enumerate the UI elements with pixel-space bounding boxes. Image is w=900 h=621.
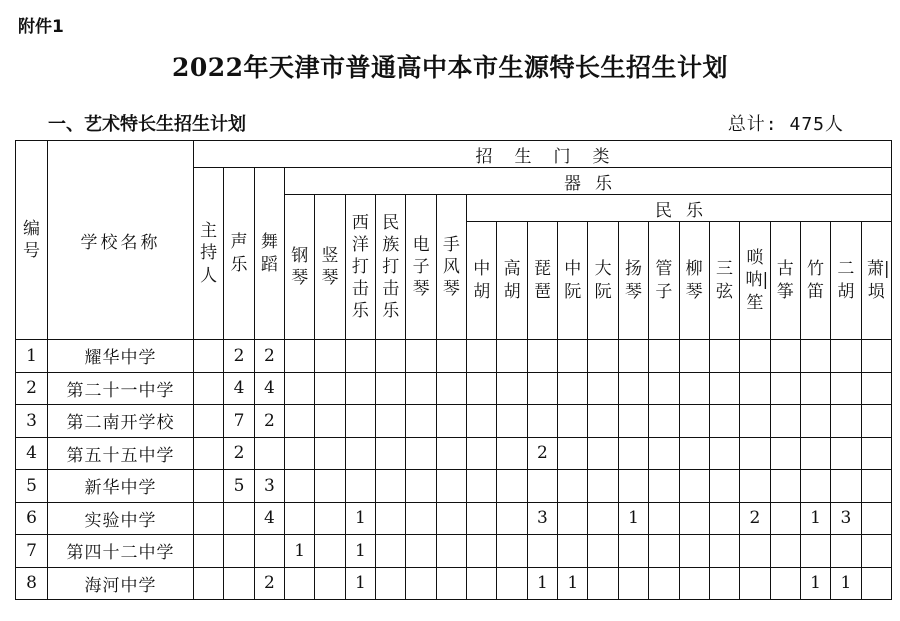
- quota-cell: [376, 535, 406, 568]
- quota-cell: [194, 502, 224, 535]
- header-category: 声乐: [224, 168, 254, 340]
- quota-cell: [497, 470, 527, 503]
- quota-cell: [315, 437, 345, 470]
- quota-cell: [497, 405, 527, 438]
- quota-cell: [194, 437, 224, 470]
- quota-cell: [618, 437, 648, 470]
- quota-cell: [254, 437, 284, 470]
- quota-cell: [800, 405, 830, 438]
- row-number: 6: [16, 502, 48, 535]
- quota-cell: [861, 535, 891, 568]
- quota-cell: [527, 535, 557, 568]
- quota-cell: [588, 437, 618, 470]
- quota-cell: 1: [345, 567, 375, 600]
- quota-cell: [406, 567, 436, 600]
- quota-cell: [861, 567, 891, 600]
- table-row: [16, 470, 892, 503]
- row-number: 8: [16, 567, 48, 600]
- header-category: 三弦: [709, 222, 739, 340]
- quota-cell: [679, 470, 709, 503]
- quota-cell: [588, 340, 618, 373]
- quota-cell: [406, 535, 436, 568]
- attachment-label: 附件1: [18, 17, 64, 37]
- quota-cell: [649, 567, 679, 600]
- quota-cell: 1: [618, 502, 648, 535]
- quota-cell: [679, 405, 709, 438]
- header-category: 中阮: [558, 222, 588, 340]
- quota-cell: 4: [224, 372, 254, 405]
- header-category: 萧|埙: [861, 222, 891, 340]
- quota-cell: 1: [558, 567, 588, 600]
- table-row: [16, 567, 892, 600]
- quota-cell: 2: [254, 340, 284, 373]
- quota-cell: 3: [254, 470, 284, 503]
- quota-cell: [527, 372, 557, 405]
- page-title: 2022年天津市普通高中本市生源特长生招生计划: [171, 53, 729, 82]
- quota-cell: [406, 372, 436, 405]
- quota-cell: [709, 405, 739, 438]
- header-school-name: 学校名称: [48, 141, 194, 340]
- quota-cell: [406, 437, 436, 470]
- quota-cell: [467, 567, 497, 600]
- quota-cell: [497, 437, 527, 470]
- quota-cell: [588, 470, 618, 503]
- quota-cell: [254, 535, 284, 568]
- school-name: 第二南开学校: [48, 405, 194, 438]
- quota-cell: [740, 535, 770, 568]
- quota-cell: [558, 470, 588, 503]
- quota-cell: [527, 405, 557, 438]
- quota-cell: [224, 535, 254, 568]
- quota-cell: [588, 405, 618, 438]
- quota-cell: 2: [224, 437, 254, 470]
- header-category: 钢琴: [285, 195, 315, 340]
- quota-cell: [679, 340, 709, 373]
- quota-cell: 1: [345, 535, 375, 568]
- header-admission-category: 招生门类: [194, 141, 892, 168]
- quota-cell: [376, 405, 406, 438]
- quota-cell: [467, 535, 497, 568]
- quota-cell: [345, 405, 375, 438]
- quota-cell: [376, 340, 406, 373]
- quota-cell: [861, 470, 891, 503]
- quota-cell: [831, 535, 861, 568]
- header-category: 管子: [649, 222, 679, 340]
- table-row: [16, 405, 892, 438]
- quota-cell: [861, 340, 891, 373]
- quota-cell: [770, 372, 800, 405]
- school-name: 第四十二中学: [48, 535, 194, 568]
- quota-cell: [436, 340, 466, 373]
- quota-cell: [194, 535, 224, 568]
- quota-cell: [618, 340, 648, 373]
- quota-cell: [861, 405, 891, 438]
- quota-cell: [497, 372, 527, 405]
- quota-cell: [831, 405, 861, 438]
- quota-cell: [497, 502, 527, 535]
- quota-cell: [345, 470, 375, 503]
- quota-cell: [709, 437, 739, 470]
- header-category: 唢呐|笙: [740, 222, 770, 340]
- quota-cell: [376, 502, 406, 535]
- table-row: [16, 372, 892, 405]
- table-row: [16, 340, 892, 373]
- school-name: 第二十一中学: [48, 372, 194, 405]
- quota-cell: [376, 567, 406, 600]
- quota-cell: [315, 405, 345, 438]
- quota-cell: [285, 405, 315, 438]
- section-heading: 一、艺术特长生招生计划: [48, 114, 246, 135]
- quota-cell: [831, 340, 861, 373]
- quota-cell: [194, 405, 224, 438]
- quota-cell: [345, 372, 375, 405]
- quota-cell: 3: [527, 502, 557, 535]
- quota-cell: 2: [254, 567, 284, 600]
- quota-cell: [588, 372, 618, 405]
- quota-cell: [436, 405, 466, 438]
- quota-cell: [376, 437, 406, 470]
- quota-cell: [709, 567, 739, 600]
- header-category: 舞蹈: [254, 168, 284, 340]
- quota-cell: [497, 567, 527, 600]
- quota-cell: [558, 437, 588, 470]
- quota-cell: 2: [740, 502, 770, 535]
- quota-cell: [194, 372, 224, 405]
- quota-cell: [588, 567, 618, 600]
- row-number: 1: [16, 340, 48, 373]
- quota-cell: 1: [285, 535, 315, 568]
- quota-cell: [467, 405, 497, 438]
- school-name: 第五十五中学: [48, 437, 194, 470]
- quota-cell: [800, 470, 830, 503]
- quota-cell: [194, 470, 224, 503]
- quota-cell: [285, 372, 315, 405]
- quota-cell: [436, 470, 466, 503]
- quota-cell: 2: [224, 340, 254, 373]
- quota-cell: [315, 372, 345, 405]
- quota-cell: [649, 372, 679, 405]
- quota-cell: [285, 567, 315, 600]
- quota-cell: 2: [527, 437, 557, 470]
- quota-cell: [376, 372, 406, 405]
- quota-cell: [467, 340, 497, 373]
- quota-cell: 1: [527, 567, 557, 600]
- quota-cell: [406, 405, 436, 438]
- quota-cell: [649, 535, 679, 568]
- quota-cell: [740, 470, 770, 503]
- quota-cell: [345, 340, 375, 373]
- quota-cell: [406, 470, 436, 503]
- table-row: [16, 437, 892, 470]
- quota-cell: [588, 535, 618, 568]
- quota-cell: [800, 437, 830, 470]
- quota-cell: [558, 535, 588, 568]
- quota-cell: [709, 535, 739, 568]
- quota-cell: [770, 502, 800, 535]
- quota-cell: [831, 372, 861, 405]
- quota-cell: [800, 340, 830, 373]
- quota-cell: [436, 535, 466, 568]
- quota-cell: [558, 405, 588, 438]
- quota-cell: 1: [800, 502, 830, 535]
- quota-cell: [194, 567, 224, 600]
- quota-cell: [315, 502, 345, 535]
- quota-cell: 7: [224, 405, 254, 438]
- header-category: 二胡: [831, 222, 861, 340]
- quota-cell: [558, 372, 588, 405]
- header-category: 大阮: [588, 222, 618, 340]
- school-name: 海河中学: [48, 567, 194, 600]
- header-category: 民族打击乐: [376, 195, 406, 340]
- row-number: 3: [16, 405, 48, 438]
- quota-cell: [770, 470, 800, 503]
- quota-cell: [800, 372, 830, 405]
- header-category: 手风琴: [436, 195, 466, 340]
- quota-cell: [224, 502, 254, 535]
- quota-cell: 1: [345, 502, 375, 535]
- school-name: 耀华中学: [48, 340, 194, 373]
- table-row: [16, 535, 892, 568]
- quota-cell: [436, 567, 466, 600]
- quota-cell: [618, 372, 648, 405]
- quota-cell: 1: [800, 567, 830, 600]
- quota-cell: [770, 340, 800, 373]
- total-count: 总计: 475人: [727, 114, 844, 135]
- quota-cell: [800, 535, 830, 568]
- quota-cell: [679, 372, 709, 405]
- quota-cell: [679, 437, 709, 470]
- header-category: 竹笛: [800, 222, 830, 340]
- header-category: 竖琴: [315, 195, 345, 340]
- quota-cell: [831, 470, 861, 503]
- quota-cell: [649, 470, 679, 503]
- quota-cell: [436, 372, 466, 405]
- quota-cell: [285, 340, 315, 373]
- quota-cell: [315, 340, 345, 373]
- quota-cell: [285, 502, 315, 535]
- quota-cell: [618, 567, 648, 600]
- quota-cell: [194, 340, 224, 373]
- quota-cell: [679, 567, 709, 600]
- quota-cell: [406, 502, 436, 535]
- quota-cell: 4: [254, 502, 284, 535]
- row-number: 4: [16, 437, 48, 470]
- quota-cell: [770, 405, 800, 438]
- quota-cell: 4: [254, 372, 284, 405]
- quota-cell: [649, 437, 679, 470]
- header-category: 电子琴: [406, 195, 436, 340]
- quota-cell: [740, 405, 770, 438]
- school-name: 实验中学: [48, 502, 194, 535]
- header-category: 中胡: [467, 222, 497, 340]
- quota-cell: [285, 470, 315, 503]
- header-category: 琵琶: [527, 222, 557, 340]
- quota-cell: [649, 405, 679, 438]
- quota-cell: [315, 567, 345, 600]
- quota-cell: 1: [831, 567, 861, 600]
- admission-plan-table: [15, 140, 892, 600]
- quota-cell: [770, 437, 800, 470]
- school-name: 新华中学: [48, 470, 194, 503]
- quota-cell: [436, 502, 466, 535]
- quota-cell: [527, 340, 557, 373]
- quota-cell: [467, 372, 497, 405]
- quota-cell: [285, 437, 315, 470]
- quota-cell: [406, 340, 436, 373]
- quota-cell: [467, 502, 497, 535]
- quota-cell: [649, 340, 679, 373]
- quota-cell: [315, 535, 345, 568]
- quota-cell: [497, 535, 527, 568]
- quota-cell: [467, 470, 497, 503]
- row-number: 7: [16, 535, 48, 568]
- header-category: 古筝: [770, 222, 800, 340]
- quota-cell: [497, 340, 527, 373]
- quota-cell: [770, 535, 800, 568]
- quota-cell: 2: [254, 405, 284, 438]
- quota-cell: 5: [224, 470, 254, 503]
- quota-cell: [770, 567, 800, 600]
- quota-cell: [618, 470, 648, 503]
- quota-cell: [679, 502, 709, 535]
- quota-cell: [558, 502, 588, 535]
- quota-cell: [679, 535, 709, 568]
- header-category: 西洋打击乐: [345, 195, 375, 340]
- quota-cell: [740, 372, 770, 405]
- quota-cell: [649, 502, 679, 535]
- header-number: 编号: [16, 141, 48, 340]
- header-category: 柳琴: [679, 222, 709, 340]
- row-number: 5: [16, 470, 48, 503]
- quota-cell: [709, 372, 739, 405]
- quota-cell: [709, 502, 739, 535]
- quota-cell: [588, 502, 618, 535]
- quota-cell: [831, 437, 861, 470]
- quota-cell: [861, 372, 891, 405]
- quota-cell: [709, 470, 739, 503]
- header-category: 高胡: [497, 222, 527, 340]
- header-row-admission: [16, 141, 892, 168]
- quota-cell: [467, 437, 497, 470]
- quota-cell: [436, 437, 466, 470]
- quota-cell: [740, 437, 770, 470]
- row-number: 2: [16, 372, 48, 405]
- quota-cell: [740, 567, 770, 600]
- quota-cell: [315, 470, 345, 503]
- quota-cell: [709, 340, 739, 373]
- quota-cell: 3: [831, 502, 861, 535]
- quota-cell: [224, 567, 254, 600]
- quota-cell: [527, 470, 557, 503]
- header-category: 扬琴: [618, 222, 648, 340]
- quota-cell: [861, 437, 891, 470]
- quota-cell: [376, 470, 406, 503]
- quota-cell: [345, 437, 375, 470]
- quota-cell: [618, 405, 648, 438]
- quota-cell: [740, 340, 770, 373]
- header-category: 主持人: [194, 168, 224, 340]
- header-instrumental: 器乐: [285, 168, 892, 195]
- quota-cell: [861, 502, 891, 535]
- quota-cell: [558, 340, 588, 373]
- table-row: [16, 502, 892, 535]
- header-folk: 民乐: [467, 195, 892, 222]
- quota-cell: [618, 535, 648, 568]
